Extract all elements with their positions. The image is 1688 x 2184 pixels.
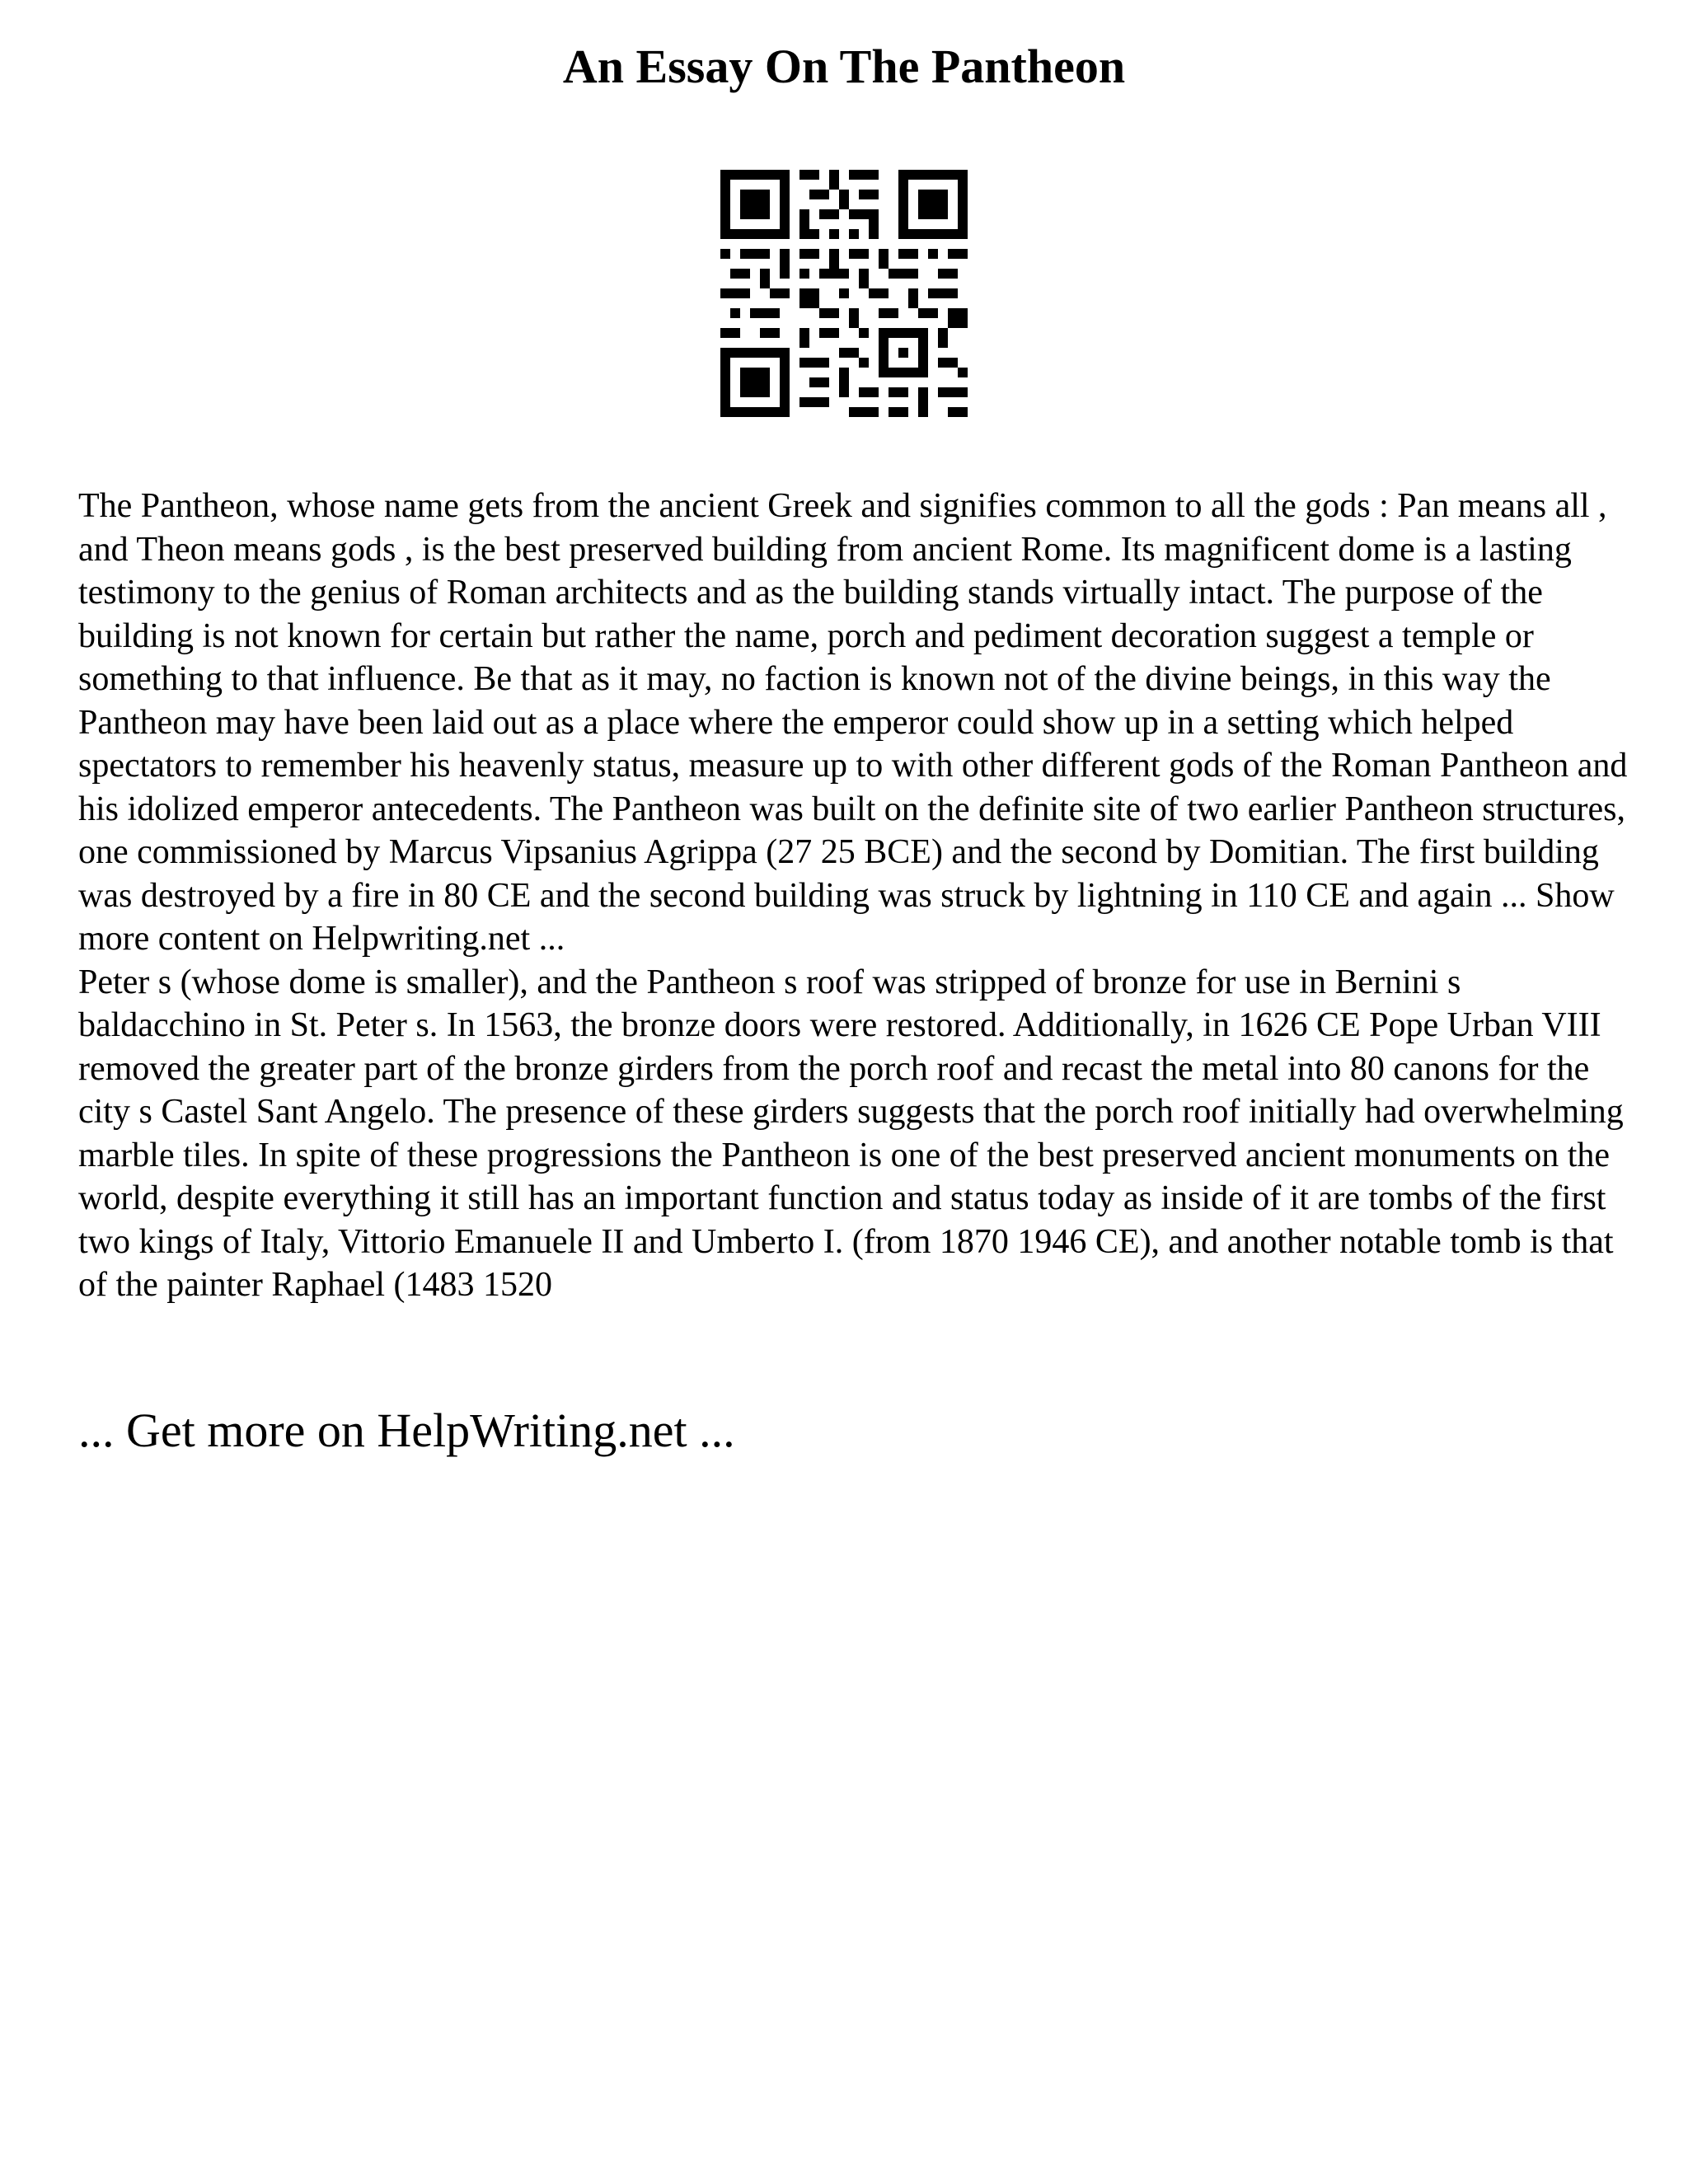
essay-body bbox=[78, 485, 1628, 1307]
qr-code-graphic bbox=[720, 170, 968, 417]
page-title: An Essay On The Pantheon bbox=[562, 40, 1126, 93]
essay-paragraph-2: Peter s (whose dome is smaller), and the Pantheon s roof was stripped of bronze for use in Bernini s baldacchino in St. Peter s. In 1563, the bronze doors were restored. Additionally, in 1626 CE Pope Urban VIII removed the greater part of the bronze girders from the porch roof and recast the metal into 80 canons for the city s Castel Sant Angelo. The presence of these girders suggests that the porch roof initially had overwhelming marble tiles. In spite of these progressions the Pantheon is one of the best preserved ancient monuments on the world, despite everything it still has an important function and status today as inside of it are tombs of the first two kings of Italy, Vittorio Emanuele II and Umberto I. (from 1870 1946 CE), and another notable tomb is that of the painter Raphael (1483 1520 bbox=[78, 963, 1624, 1304]
essay-paragraph-1: The Pantheon, whose name gets from the ancient Greek and signifies common to all the gods : Pan means all , and Theon means gods , is the best preserved building from ancient Rome. Its magnificent dome is a lasting testimony to the genius of Roman architects and as the building stands virtually intact. The purpose of the building is not known for certain but rather the name, porch and pediment decoration suggest a temple or something to that influence. Be that as it may, no faction is known not of the divine beings, in this way the Pantheon may have been laid out as a place where the emperor could show up in a setting which helped spectators to remember his heavenly status, measure up to with other different gods of the Roman Pantheon and his idolized emperor antecedents. The Pantheon was built on the definite site of two earlier Pantheon structures, one commissioned by Marcus Vipsanius Agrippa (27 25 BCE) and the second by Domitian. The first building was destroyed by a fire in 80 CE and the second building was struck by lightning in 110 CE and again ... Show more content on Helpwriting.net ... bbox=[78, 487, 1628, 958]
qr-code-icon[interactable] bbox=[720, 170, 968, 417]
get-more-link[interactable]: ... Get more on HelpWriting.net ... bbox=[78, 1404, 735, 1457]
